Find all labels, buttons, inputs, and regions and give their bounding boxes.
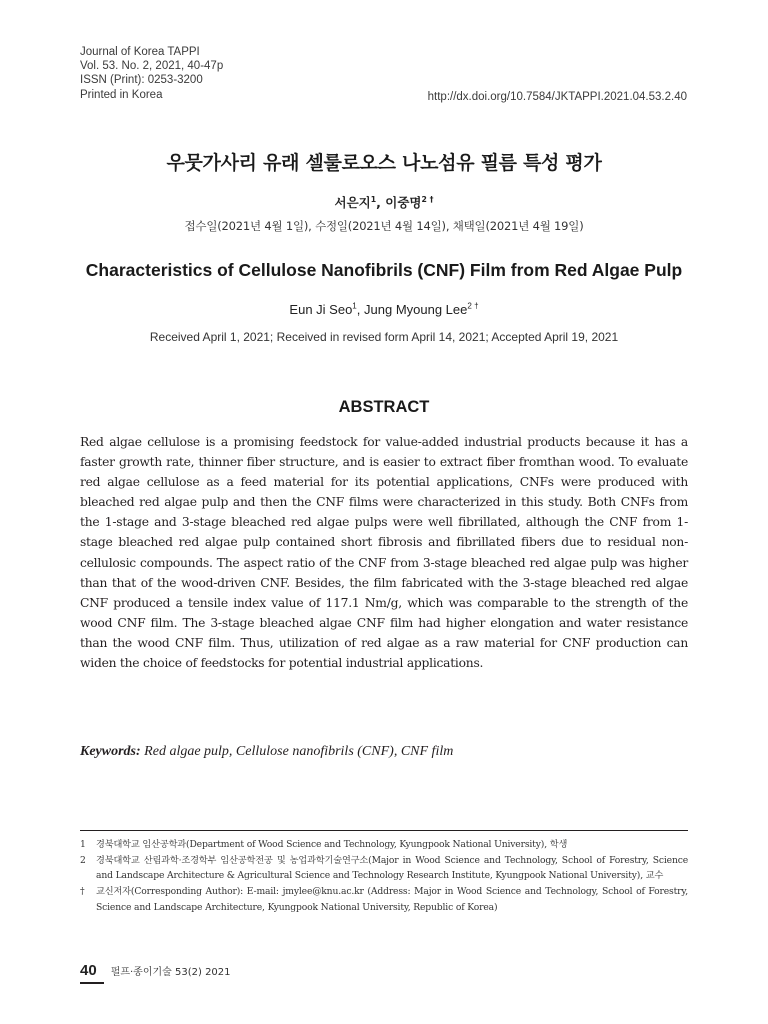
- footnote-mark: 1: [80, 839, 86, 850]
- abstract-body: Red algae cellulose is a promising feedstock for value-added industrial products because it has a faster growth rate, thinner fiber structure, and is easier to extract fiber fromthan wood. To evaluate red algae cellulose as a feed material for its potential applications, CNFs were produced with bleached red algae pulp and then the CNF films were characterized in this study. Both CNFs from the 1-stage and 3-stage bleached red algae pulps were well fibrillated, although the CNF from 1-stage bleached red algae pulp contained short fibrosis and fibrillated fibers due to residual non-cellulosic compounds. The aspect ratio of the CNF from 3-stage bleached red algae pulp was higher than that of the wood-driven CNF. Besides, the film fabricated with the 3-stage bleached red algae CNF produced a tensile index value of 117.1 Nm/g, which was comparable to the strength of the wood CNF film. The 3-stage bleached algae CNF film had higher elongation and water resistance than the wood CNF film. Thus, utilization of red algae as a raw material for CNF production can widen the choice of feedstocks for potential industrial applications.: [80, 435, 688, 671]
- footnote-text: 교신저자(Corresponding Author): E-mail: jmylee@knu.ac.kr (Address: Major in Wood Science and Technology, School of Forestry, Science and Landscape Architecture, Kyungpook National University, Republic of Korea): [96, 886, 688, 913]
- korean-author-2-affiliation: 2 †: [421, 194, 434, 204]
- journal-volume: Vol. 53. No. 2, 2021, 40-47p: [80, 60, 224, 73]
- korean-author-1-affiliation: 1: [370, 194, 377, 204]
- footnotes: [80, 837, 688, 916]
- korean-authors: [0, 193, 768, 211]
- english-author-2: Jung Myoung Lee: [364, 302, 468, 317]
- keywords: [80, 744, 688, 760]
- english-author-1: Eun Ji Seo: [289, 302, 353, 317]
- english-author-2-affiliation: 2 †: [467, 301, 479, 311]
- page-number: 40: [80, 962, 97, 979]
- footnote-text: 경북대학교 임산공학과(Department of Wood Science and Technology, Kyungpook National University), 학생: [96, 839, 568, 850]
- abstract-heading: ABSTRACT: [338, 398, 430, 416]
- page-footer: [80, 962, 231, 979]
- journal-issn: ISSN (Print): 0253-3200: [80, 74, 203, 87]
- footnote-mark: 2: [80, 854, 86, 866]
- english-authors: [0, 302, 768, 317]
- footnote-1: [80, 837, 688, 853]
- footnote-corresponding: [80, 884, 688, 915]
- korean-dates: 접수일(2021년 4월 1일), 수정일(2021년 4월 14일), 채택일(2021년 4월 19일): [184, 219, 584, 233]
- korean-title: 우뭇가사리 유래 셀룰로오스 나노섬유 필름 특성 평가: [166, 152, 602, 174]
- english-dates: Received April 1, 2021; Received in revised form April 14, 2021; Accepted April 19, 2021: [149, 330, 619, 344]
- doi-link[interactable]: http://dx.doi.org/10.7584/JKTAPPI.2021.04.53.2.40: [427, 91, 687, 103]
- footnote-mark: †: [80, 886, 85, 898]
- journal-printed: Printed in Korea: [80, 88, 163, 101]
- keywords-label: Keywords:: [80, 744, 141, 759]
- korean-author-1: 서은지: [334, 195, 371, 210]
- footer-journal: 펄프·종이기술 53(2) 2021: [110, 967, 231, 978]
- keywords-text: Red algae pulp, Cellulose nanofibrils (CNF), CNF film: [140, 744, 454, 759]
- footnote-divider: [80, 830, 688, 831]
- english-author-1-affiliation: 1: [352, 301, 357, 311]
- author-separator: ,: [376, 195, 386, 210]
- footnote-2: [80, 853, 688, 884]
- korean-author-2: 이중명: [385, 195, 422, 210]
- english-title: Characteristics of Cellulose Nanofibrils (CNF) Film from Red Algae Pulp: [85, 260, 683, 280]
- footer-rule: [80, 982, 104, 984]
- journal-info: [80, 45, 223, 102]
- footnote-text: 경북대학교 산림과학·조경학부 임산공학전공 및 농업과학기술연구소(Major in Wood Science and Technology, School of Forestry, Science and Landscape Architecture & Agricultural Science and Technology Research Institute, Kyungpook National University), 교수: [96, 854, 688, 882]
- journal-name: Journal of Korea TAPPI: [80, 46, 200, 58]
- author-separator: ,: [356, 302, 365, 317]
